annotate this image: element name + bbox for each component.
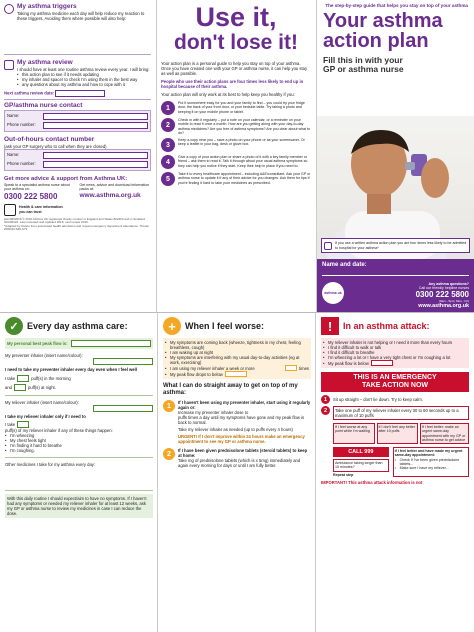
call-row: [321, 447, 469, 477]
worse-item: • My symptoms are coming back (wheeze, tightness in my chest, feeling breathless, cough): [165, 340, 309, 350]
worse-step-text: puffs times a day until my symptoms have gone and my peak flow is back to normal.: [178, 415, 305, 425]
intro-text-2: People who use their action plans are four times less likely to end up in hospital because of their asthma.: [161, 79, 304, 89]
ooh-name-label: Name:: [7, 152, 20, 157]
plus-circle-icon: +: [163, 317, 181, 335]
ooh-box: [4, 149, 151, 171]
worse-item: • My peak flow drops to below: [165, 371, 309, 377]
asthma-uk-logo: asthma uk: [322, 282, 344, 304]
tick-circle-icon: ✓: [5, 317, 23, 335]
intro-text-3: Your action plan will only work at its best to help keep you healthy if you:: [161, 92, 295, 97]
attack-step-2: 2 Take one puff of my reliever inhaler every 30 to 60 seconds up to a maximum of 10 puffs: [321, 406, 469, 420]
reliever-label: My reliever inhaler (insert name/colour):: [5, 400, 79, 405]
cover-phone[interactable]: 0300 222 5800: [415, 289, 469, 299]
attack-item: • My peak flow is below: [323, 360, 467, 366]
step-5: [161, 172, 311, 186]
divider: [316, 0, 317, 312]
trust-badge-text: Health & care information you can trust: [19, 205, 63, 214]
important-text: IMPORTANT! This asthma attack information is not: [321, 480, 423, 486]
preventer-label: My preventer inhaler (insert name/colour):: [5, 353, 83, 358]
reliever-puffs-field[interactable]: [17, 421, 29, 428]
worse-step-1: [163, 400, 311, 444]
reliever-puffs-text: puff(s) of my reliever inhaler if any of these things happen:: [5, 428, 113, 433]
attack-step-1: 1 Sit up straight – don't lie down. Try to keep calm.: [321, 395, 469, 404]
step-1: [161, 101, 311, 115]
gp-contact-box: [4, 110, 151, 132]
cover-sub-1: Fill this in with your: [323, 55, 403, 65]
next-review-label: Next asthma review date:: [4, 90, 151, 97]
step-4: [161, 155, 311, 169]
tagline: The step-by-step guide that helps you stay on top of your asthma: [325, 3, 468, 8]
ooh-text: (ask your GP surgery who to call when they are closed): [4, 144, 107, 149]
branch-c: If I feel better: make an urgent same-day appointment with my GP or asthma nurse to get advice: [420, 423, 469, 444]
step-number: 3: [161, 138, 175, 152]
night-puffs-field[interactable]: [14, 384, 26, 391]
legal-text: HA10602016 © 2016 Asthma UK registered charity number in England and Wales 802364 and in Scotland SC039322. Last reviewed and updated 2016; next review 2019.: [4, 216, 146, 225]
worse-item: • I am using my reliever inhaler a week or more times: [165, 365, 309, 371]
every-day-header: [5, 317, 153, 335]
best-peak-field[interactable]: [71, 340, 151, 347]
attack-item: • I find it difficult to walk or talk: [323, 345, 467, 350]
symptom-item: • I'm wheezing: [5, 433, 153, 438]
worse-peak-field[interactable]: [225, 371, 247, 377]
more-advice-title: Get more advice & support from Asthma UK:: [4, 176, 128, 182]
website-link[interactable]: www.asthma.org.uk: [79, 191, 141, 199]
attack-peak-field[interactable]: [371, 360, 393, 366]
title-line-1: Use it,: [195, 2, 277, 32]
branch-a: If I feel worse at any point while I'm waiting: [333, 423, 375, 444]
review-item: • my inhaler and spacer to check I'm using them in the best way: [17, 77, 149, 82]
urgent-text: URGENT! If I don't improve within 24 hours make an emergency appointment to see my GP or asthma nurse.: [178, 434, 305, 444]
worse-title: When I feel worse:: [185, 321, 265, 331]
reliever-need: I take my reliever inhaler only if I need to: [5, 414, 86, 419]
best-peak-label: My personal best peak flow is:: [7, 341, 68, 346]
attack-item: • I find it difficult to breathe: [323, 350, 467, 355]
cover-title-2: action plan: [323, 30, 429, 52]
gp-phone-label: Phone number:: [7, 122, 36, 127]
review-item: • any questions about my asthma and how to cope with it: [17, 82, 149, 87]
reliever-name-field[interactable]: [93, 405, 153, 412]
worse-step-text: Take my reliever inhaler as needed (up to puffs every 4 hours): [178, 427, 293, 432]
branch-b: If I don't feel any better after 10 puffs: [377, 423, 419, 444]
todo-title: What I can do straight away to get on top of my asthma:: [163, 383, 298, 396]
call-999: CALL 999: [333, 447, 389, 457]
divider: [315, 313, 316, 632]
triggers-field[interactable]: [4, 21, 151, 55]
attack-item: • I'm wheezing a lot or I have a very tight chest or I'm coughing a lot: [323, 355, 467, 360]
worse-header: [163, 317, 311, 335]
morning-row: I take puff(s) in the morning: [5, 376, 71, 381]
cover-photo: [317, 116, 474, 259]
preventer-name-field[interactable]: [93, 358, 153, 365]
step-text: Put it somewhere easy for you and your family to find – you could try your fridge door, the back of your front door, or your bedside table. Try taking a photo and keeping it on your mobile phone or tablet.: [178, 101, 305, 114]
attack-branches: [321, 423, 469, 444]
gp-name-field[interactable]: [43, 113, 148, 120]
step-text: Keep a copy near you – save a photo on your phone or as your screensaver. Or keep a leaflet in your bag, desk or glove box.: [178, 138, 305, 147]
step-text: Take it to every healthcare appointment – including A&E/consultant. Ask your GP or asthma nurse to update it if any of their advice for you changes. Ask them for tips if you're finding it hard to take your medicines as prescribed.: [178, 172, 311, 185]
best-peak-row: [5, 338, 153, 349]
helpline-number[interactable]: 0300 222 5800: [4, 191, 58, 201]
other-meds-label: Other medicines I take for my asthma every day:: [5, 462, 96, 467]
attack-step-text: Sit up straight – don't lie down. Try to keep calm.: [333, 397, 423, 402]
legal-text-2: *Adapted by Hutton from associated health admission and repeat emergency department attendance. Thorax 2008;63:S95-S73: [4, 223, 149, 232]
ooh-name-field[interactable]: [43, 152, 148, 159]
trust-icon: [4, 204, 16, 216]
news-text: Get news, advice and download information packs at:: [79, 183, 150, 192]
panel-use-it: [157, 0, 315, 312]
worse-step-text: Take mg of prednisolone tablets (which is x 5mg) immediately and again every morning for days or until I am fully better.: [178, 458, 301, 468]
routine-text: With this daily routine I should expect/aim to have no symptoms. If I haven't had any symptoms or needed my reliever inhaler for at least 12 weeks, ask my GP or asthma nurse to review my medicines in case I can reduce the dose.: [5, 494, 153, 518]
step-number: 1: [161, 101, 175, 115]
symptom-item: • My chest feels tight: [5, 438, 153, 443]
panel-cover: [317, 0, 474, 312]
attack-symptoms: [321, 338, 469, 368]
attack-title: In an asthma attack:: [343, 321, 430, 331]
step-3: [161, 138, 311, 152]
panel-every-day: [0, 313, 158, 632]
worse-step-num: 2: [163, 448, 175, 460]
symptom-item: • I'm coughing.: [5, 448, 153, 453]
step-2: [161, 118, 311, 135]
review-item: • this action plan to see if it needs updating: [17, 72, 149, 77]
triggers-title: My asthma triggers: [17, 3, 77, 10]
every-day-title: Every day asthma care:: [27, 321, 128, 331]
review-text: I should have at least one routine asthma review every year. I will bring:: [17, 67, 150, 72]
gp-phone-field[interactable]: [43, 122, 148, 129]
next-review-field[interactable]: [55, 90, 105, 97]
photo-note-text: If you use a written asthma action plan you are four times less likely to be admitted to hospital for your asthma*: [335, 241, 467, 250]
worse-item: • I am waking up at night: [165, 350, 309, 355]
cover-sub-2: GP or asthma nurse: [323, 64, 404, 74]
calendar-icon: [4, 60, 14, 70]
use-it-heading: [161, 3, 311, 55]
after-item: • Make sure I have my reliever...: [395, 466, 467, 470]
review-section: [4, 59, 151, 87]
worse-step-text: Increase my preventer inhaler dose to: [178, 410, 249, 415]
worse-step-text: If I haven't been using my preventer inhaler, start using it regularly again or:: [178, 400, 311, 410]
panel-contacts: [0, 0, 155, 312]
emergency-banner: [321, 372, 469, 392]
triggers-text: Taking my asthma medicine each day will help reduce my reaction to these triggers. Avoiding them where possible will also help:: [17, 11, 145, 21]
attack-header: [321, 317, 469, 335]
worse-step-num: 1: [163, 400, 175, 412]
more-advice-row: [4, 183, 151, 201]
step-number: 2: [161, 118, 175, 132]
after-text: If I feel better and have made my urgent same-day appointment:: [394, 449, 463, 458]
preventer-need: I need to take my preventer inhaler every day even when I feel well: [5, 367, 137, 372]
panel-attack: [316, 313, 474, 632]
step-number: 4: [161, 155, 175, 169]
cover-hours: (9am - 5pm; Mon - Fri): [438, 298, 469, 303]
name-date-field[interactable]: [322, 275, 469, 276]
reliever-puffs-row: I take: [5, 421, 153, 428]
step-number: 5: [161, 172, 175, 186]
night-row: and puff(s) at night.: [5, 385, 56, 390]
worse-symptoms: [163, 338, 311, 379]
morning-puffs-field[interactable]: [17, 375, 29, 382]
questions-sub: Call our friendly helpline nurses: [418, 286, 469, 291]
gp-contact-title: GP/asthma nurse contact: [4, 102, 83, 109]
photo-note: [321, 238, 470, 253]
symptom-item: • I'm finding it hard to breathe: [5, 443, 153, 448]
repeat-step: Repeat step: [333, 472, 354, 477]
divider: [156, 0, 157, 312]
cover-title-1: Your asthma: [323, 10, 443, 32]
other-meds-field[interactable]: [5, 467, 153, 491]
ambulance-text: Ambulance taking longer than 15 minutes?: [333, 459, 389, 472]
speak-text: Speak to a specialist asthma nurse about your asthma on:: [4, 183, 70, 192]
name-date-box: [317, 259, 474, 279]
step-text: Give a copy of your action plan or share a photo of it with a key family member or friend – ask them to read it. Talk it through about your usual asthma symptoms so they can help you notice if they start. Keep their help in place if you need to.: [178, 155, 308, 168]
intro-text-1: Your action plan is a personal guide to help you stay on top of your asthma. Once you have created one with your GP or asthma nurse, it can help you stay as well as possible.: [161, 61, 308, 76]
gp-name-label: Name:: [7, 113, 20, 118]
warning-icon: !: [321, 317, 339, 335]
worse-item: • My symptoms are interfering with my usual day-to-day activities (eg at work, exercising): [165, 355, 309, 365]
cover-footer: [317, 279, 474, 312]
attack-item: • My reliever inhaler is not helping or I need it more than every hours: [323, 340, 467, 345]
triggers-icon: [4, 4, 14, 14]
cover-website[interactable]: www.asthma.org.uk: [418, 302, 469, 309]
ooh-phone-field[interactable]: [43, 161, 148, 168]
step-text: Check in with it regularly – put a note on your calendar, or a reminder on your mobile to read it once a month. How are you getting along with your day-to-day asthma medicines? Are you free of asthma symptoms? Are you clear about what to do?: [178, 118, 311, 135]
questions-label: Any asthma questions?: [428, 282, 469, 286]
triggers-section: [4, 3, 151, 21]
trust-badge: [4, 204, 151, 216]
divider: [157, 313, 158, 632]
name-date-label: Name and date:: [322, 262, 367, 268]
review-title: My asthma review: [17, 59, 73, 66]
emergency-line-1: THIS IS AN EMERGENCY: [353, 374, 437, 381]
panel-feel-worse: [158, 313, 316, 632]
worse-step-2: [163, 448, 311, 468]
attack-step-text: Take one puff of my reliever inhaler every 30 to 60 seconds up to a maximum of 10 puffs: [333, 406, 469, 420]
emergency-line-2: TAKE ACTION NOW: [361, 382, 429, 389]
after-item: • Check if I've been given prednisolone tablets...: [395, 458, 467, 467]
ooh-title: Out-of-hours contact number: [4, 136, 95, 143]
title-line-2: don't lose it!: [174, 31, 298, 54]
ooh-phone-label: Phone number:: [7, 161, 36, 166]
tick-icon: [324, 242, 332, 250]
worse-step-text: If I have been given prednisolone tablets (steroid tablets) to keep at home:: [178, 448, 308, 458]
